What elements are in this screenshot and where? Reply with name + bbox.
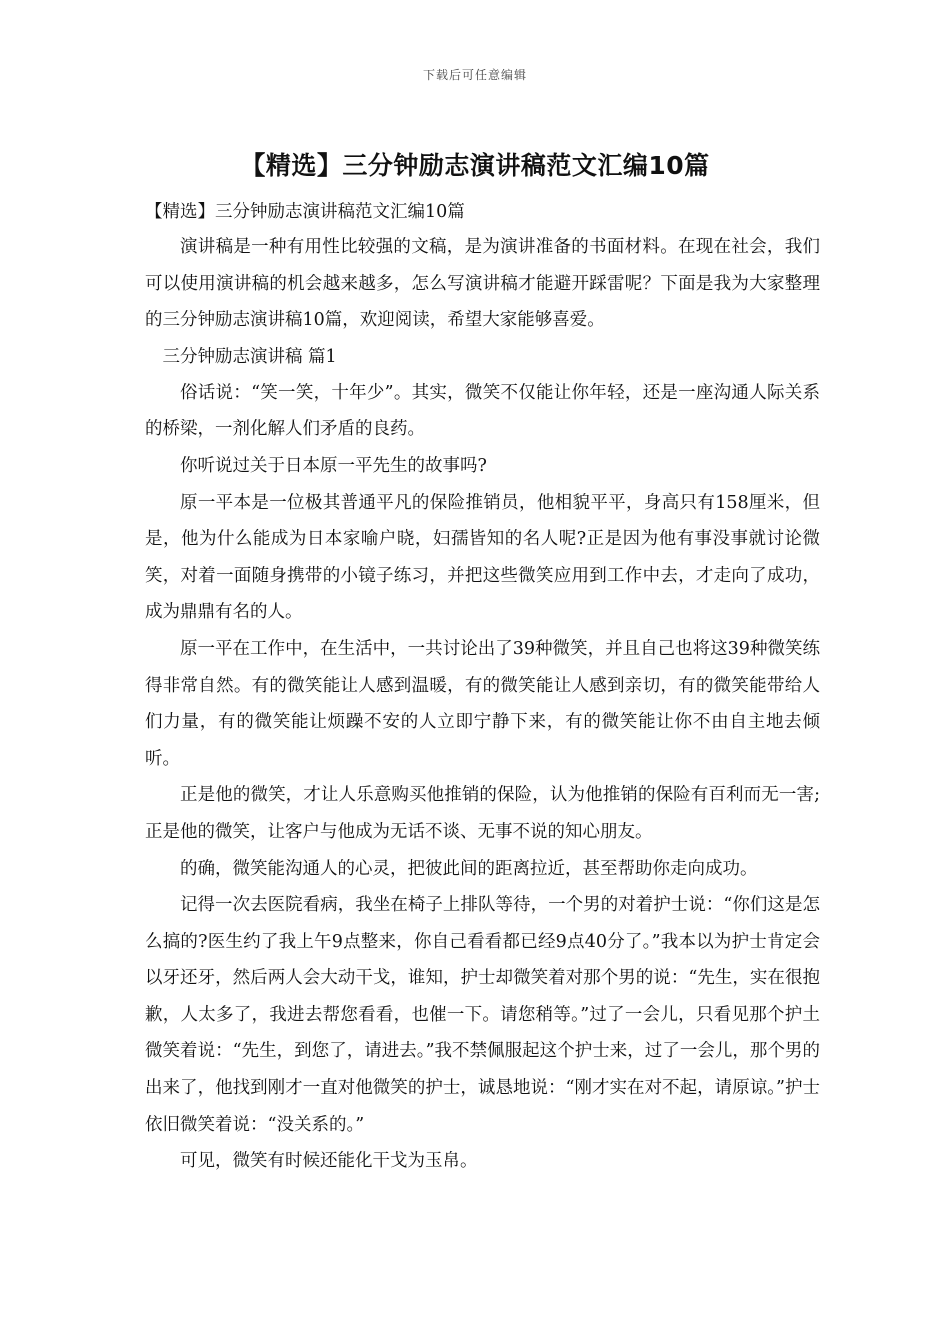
page-header-note: 下载后可任意编辑	[422, 68, 527, 82]
body-paragraph: 记得一次去医院看病，我坐在椅子上排队等待，一个男的对着护士说：“你们这是怎么搞的?医生约了我上午9点整来，你自己看看都已经9点40分了。”我本以为护士肯定会以牙还牙，然后两人会大动干戈，谁知，护士却微笑着对那个男的说：“先生，实在很抱歉，人太多了，我进去帮您看看，也催一下。请您稍等。”过了一会儿，只看见那个护土微笑着说：“先生，到您了，请进去。”我不禁佩服起这个护士来，过了一会儿，那个男的出来了，他找到刚才一直对他微笑的护士，诚恳地说：“刚才实在对不起，请原谅。”护士依旧微笑着说：“没关系的。”	[145, 895, 820, 1135]
body-paragraph: 你听说过关于日本原一平先生的故事吗?	[180, 455, 487, 476]
document-subtitle: 【精选】三分钟励志演讲稿范文汇编10篇	[145, 202, 465, 222]
body-paragraph: 俗话说：“笑一笑，十年少”。其实，微笑不仅能让你年轻，还是一座沟通人际关系的桥梁，一剂化解人们矛盾的良药。	[145, 382, 820, 440]
document-body	[145, 198, 820, 1180]
body-paragraph: 的确，微笑能沟通人的心灵，把彼此间的距离拉近，甚至帮助你走向成功。	[180, 858, 758, 879]
document-title: 【精选】三分钟励志演讲稿范文汇编10篇	[240, 151, 710, 180]
body-paragraph: 正是他的微笑，才让人乐意购买他推销的保险，认为他推销的保险有百利而无一害;正是他的微笑，让客户与他成为无话不谈、无事不说的知心朋友。	[145, 785, 820, 842]
section-heading: 三分钟励志演讲稿 篇1	[162, 346, 337, 367]
body-paragraph: 可见，微笑有时候还能化干戈为玉帛。	[180, 1151, 478, 1172]
body-paragraph: 原一平在工作中，在生活中，一共讨论出了39种微笑，并且自己也将这39种微笑练得非常自然。有的微笑能让人感到温暖，有的微笑能让人感到亲切，有的微笑能带给人们力量，有的微笑能让烦躁不安的人立即宁静下来，有的微笑能让你不由自主地去倾听。	[145, 638, 820, 769]
body-paragraph: 原一平本是一位极其普通平凡的保险推销员，他相貌平平，身高只有158厘米，但是，他为什么能成为日本家喻户晓，妇孺皆知的名人呢?正是因为他有事没事就讨论微笑，对着一面随身携带的小镜子练习，并把这些微笑应用到工作中去，才走向了成功，成为鼎鼎有名的人。	[145, 492, 820, 623]
intro-paragraph: 演讲稿是一种有用性比较强的文稿，是为演讲准备的书面材料。在现在社会，我们可以使用演讲稿的机会越来越多，怎么写演讲稿才能避开踩雷呢？下面是我为大家整理的三分钟励志演讲稿10篇，欢迎阅读，希望大家能够喜爱。	[145, 237, 820, 331]
